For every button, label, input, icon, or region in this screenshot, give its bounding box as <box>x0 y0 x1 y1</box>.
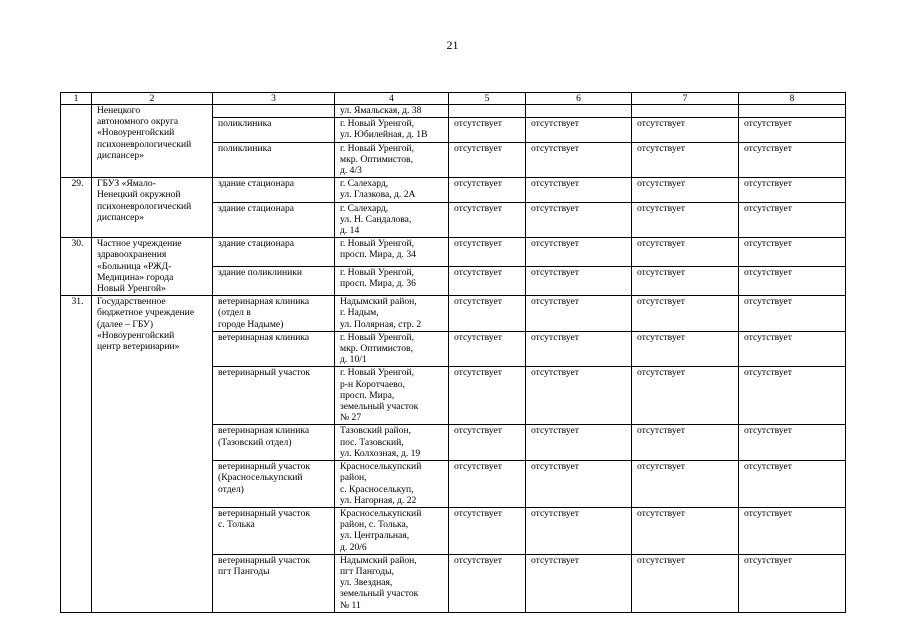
cell-col7: отсутствует <box>632 178 739 202</box>
object-address: г. Новый Уренгой, просп. Мира, д. 36 <box>335 267 449 296</box>
object-type: ветеринарная клиника <box>213 331 335 367</box>
cell-col8 <box>739 105 846 118</box>
page-number: 21 <box>446 38 459 52</box>
object-type: здание стационара <box>213 238 335 267</box>
cell-col7 <box>632 105 739 118</box>
column-number: 2 <box>92 93 213 105</box>
object-address: г. Новый Уренгой, р-н Коротчаево, просп. Мира, земельный участок № 27 <box>335 367 449 425</box>
cell-col7: отсутствует <box>632 142 739 178</box>
cell-col6: отсутствует <box>526 178 632 202</box>
cell-col5: отсутствует <box>449 238 526 267</box>
cell-col8: отсутствует <box>739 554 846 612</box>
cell-col6: отсутствует <box>526 202 632 238</box>
cell-col6: отсутствует <box>526 554 632 612</box>
column-number: 6 <box>526 93 632 105</box>
cell-col8: отсутствует <box>739 367 846 425</box>
table-row <box>61 178 846 202</box>
object-type: ветеринарный участок с. Толька <box>213 507 335 554</box>
cell-col8: отсутствует <box>739 238 846 267</box>
table-row <box>61 238 846 267</box>
object-type: ветеринарная клиника (Тазовский отдел) <box>213 425 335 461</box>
cell-col8: отсутствует <box>739 425 846 461</box>
object-address: г. Салехард, ул. Н. Сандалова, д. 14 <box>335 202 449 238</box>
cell-col8: отсутствует <box>739 202 846 238</box>
object-address: Тазовский район, пос. Тазовский, ул. Колхозная, д. 19 <box>335 425 449 461</box>
object-address: г. Новый Уренгой, мкр. Оптимистов, д. 4/3 <box>335 142 449 178</box>
row-number: 30. <box>61 238 92 296</box>
row-number: 29. <box>61 178 92 238</box>
column-number: 5 <box>449 93 526 105</box>
cell-col5: отсутствует <box>449 267 526 296</box>
cell-col6: отсутствует <box>526 425 632 461</box>
cell-col5 <box>449 105 526 118</box>
cell-col7: отсутствует <box>632 554 739 612</box>
object-type: здание стационара <box>213 178 335 202</box>
cell-col7: отсутствует <box>632 202 739 238</box>
organization-name: ГБУЗ «Ямало- Ненецкий окружной психоневрологический диспансер» <box>92 178 213 238</box>
register-table <box>60 92 846 613</box>
column-number: 8 <box>739 93 846 105</box>
object-address: Надымский район, пгт Пангоды, ул. Звездная, земельный участок № 11 <box>335 554 449 612</box>
organization-name: Государственное бюджетное учреждение (далее – ГБУ) «Новоуренгойский центр ветеринарии» <box>92 296 213 612</box>
cell-col5: отсутствует <box>449 331 526 367</box>
organization-name: Частное учреждение здравоохранения «Больница «РЖД- Медицина» города Новый Уренгой» <box>92 238 213 296</box>
object-address: Красноселькупский район, с. Толька, ул. Центральная, д. 20/6 <box>335 507 449 554</box>
cell-col6 <box>526 105 632 118</box>
object-address: Красноселькупский район, с. Красноселькуп, ул. Нагорная, д. 22 <box>335 461 449 508</box>
table-body <box>61 105 846 613</box>
cell-col6: отсутствует <box>526 118 632 142</box>
cell-col7: отсутствует <box>632 425 739 461</box>
cell-col8: отсутствует <box>739 296 846 332</box>
row-number: 31. <box>61 296 92 612</box>
cell-col6: отсутствует <box>526 507 632 554</box>
cell-col5: отсутствует <box>449 367 526 425</box>
cell-col5: отсутствует <box>449 461 526 508</box>
cell-col5: отсутствует <box>449 425 526 461</box>
column-number: 3 <box>213 93 335 105</box>
object-type: ветеринарная клиника (отдел в городе Надыме) <box>213 296 335 332</box>
object-address: г. Новый Уренгой, просп. Мира, д. 34 <box>335 238 449 267</box>
cell-col6: отсутствует <box>526 238 632 267</box>
cell-col7: отсутствует <box>632 118 739 142</box>
object-address: г. Салехард, ул. Глазкова, д. 2А <box>335 178 449 202</box>
cell-col6: отсутствует <box>526 267 632 296</box>
cell-col7: отсутствует <box>632 367 739 425</box>
cell-col5: отсутствует <box>449 202 526 238</box>
cell-col6: отсутствует <box>526 331 632 367</box>
cell-col8: отсутствует <box>739 331 846 367</box>
organization-name: Ненецкого автономного округа «Новоуренгойский психоневрологический диспансер» <box>92 105 213 178</box>
column-number: 7 <box>632 93 739 105</box>
object-type: здание поликлиники <box>213 267 335 296</box>
column-number: 1 <box>61 93 92 105</box>
object-type: поликлиника <box>213 142 335 178</box>
row-number <box>61 105 92 178</box>
object-type: поликлиника <box>213 118 335 142</box>
column-number-row <box>61 93 846 105</box>
cell-col7: отсутствует <box>632 507 739 554</box>
object-type: ветеринарный участок пгт Пангоды <box>213 554 335 612</box>
object-type <box>213 105 335 118</box>
cell-col6: отсутствует <box>526 461 632 508</box>
table-row <box>61 296 846 332</box>
cell-col8: отсутствует <box>739 118 846 142</box>
cell-col5: отсутствует <box>449 142 526 178</box>
cell-col8: отсутствует <box>739 461 846 508</box>
table-row <box>61 105 846 118</box>
object-address: г. Новый Уренгой, мкр. Оптимистов, д. 10/1 <box>335 331 449 367</box>
object-address: г. Новый Уренгой, ул. Юбилейная, д. 1В <box>335 118 449 142</box>
cell-col7: отсутствует <box>632 296 739 332</box>
object-type: ветеринарный участок <box>213 367 335 425</box>
cell-col7: отсутствует <box>632 238 739 267</box>
object-type: ветеринарный участок (Красноселькупский отдел) <box>213 461 335 508</box>
cell-col5: отсутствует <box>449 118 526 142</box>
cell-col7: отсутствует <box>632 267 739 296</box>
object-type: здание стационара <box>213 202 335 238</box>
cell-col5: отсутствует <box>449 296 526 332</box>
cell-col8: отсутствует <box>739 507 846 554</box>
object-address: ул. Ямальская, д. 38 <box>335 105 449 118</box>
object-address: Надымский район, г. Надым, ул. Полярная, стр. 2 <box>335 296 449 332</box>
cell-col6: отсутствует <box>526 142 632 178</box>
cell-col8: отсутствует <box>739 267 846 296</box>
cell-col7: отсутствует <box>632 461 739 508</box>
cell-col5: отсутствует <box>449 554 526 612</box>
cell-col6: отсутствует <box>526 296 632 332</box>
cell-col8: отсутствует <box>739 142 846 178</box>
cell-col5: отсутствует <box>449 507 526 554</box>
column-number: 4 <box>335 93 449 105</box>
cell-col8: отсутствует <box>739 178 846 202</box>
cell-col7: отсутствует <box>632 331 739 367</box>
cell-col6: отсутствует <box>526 367 632 425</box>
cell-col5: отсутствует <box>449 178 526 202</box>
